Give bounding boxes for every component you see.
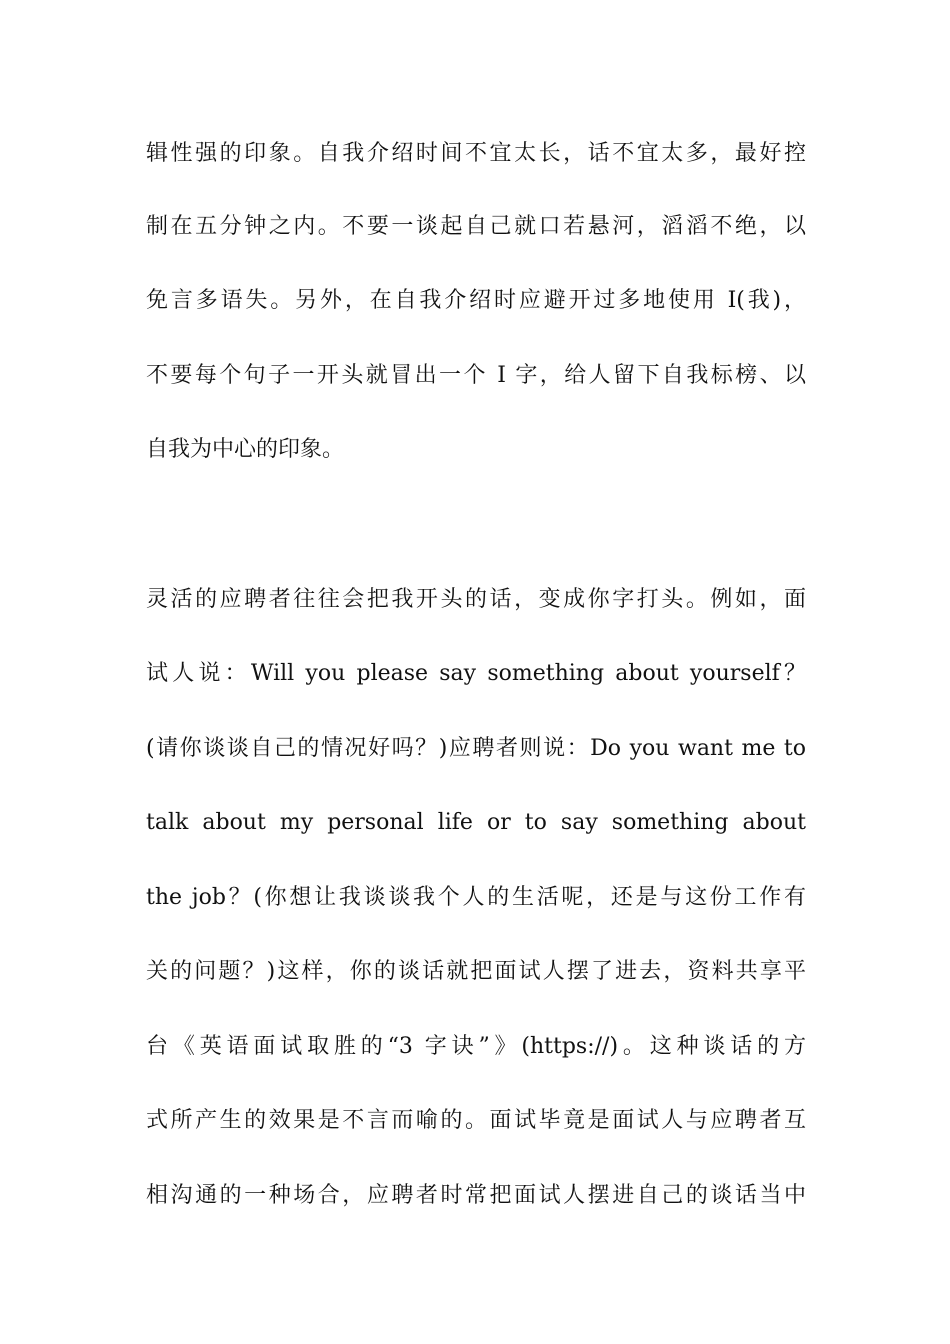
text-line: 相沟通的一种场合，应聘者时常把面试人摆进自己的谈话当中: [146, 1183, 806, 1208]
text-line: 灵活的应聘者往往会把我开头的话，变成你字打头。例如，面: [146, 587, 806, 612]
text-line: 关的问题？)这样，你的谈话就把面试人摆了进去，资料共享平: [146, 959, 806, 984]
text-line: 免言多语失。另外，在自我介绍时应避开过多地使用 I(我)，: [146, 288, 806, 313]
text-line: talk about my personal life or to say something about: [146, 810, 806, 835]
text-line: 式所产生的效果是不言而喻的。面试毕竟是面试人与应聘者互: [146, 1108, 806, 1133]
text-line: 台《英语面试取胜的“3 字诀”》(https://)。这种谈话的方: [146, 1034, 806, 1059]
text-line: (请你谈谈自己的情况好吗？)应聘者则说：Do you want me to: [146, 736, 806, 761]
text-line: 自我为中心的印象。: [146, 437, 345, 462]
text-line: the job？(你想让我谈谈我个人的生活呢，还是与这份工作有: [146, 885, 806, 910]
text-line: 辑性强的印象。自我介绍时间不宜太长，话不宜太多，最好控: [146, 141, 806, 166]
text-line: 试人说：Will you please say something about yourself？: [146, 661, 806, 686]
text-line: 制在五分钟之内。不要一谈起自己就口若悬河，滔滔不绝，以: [146, 214, 806, 239]
text-line: 不要每个句子一开头就冒出一个 I 字，给人留下自我标榜、以: [146, 363, 806, 388]
